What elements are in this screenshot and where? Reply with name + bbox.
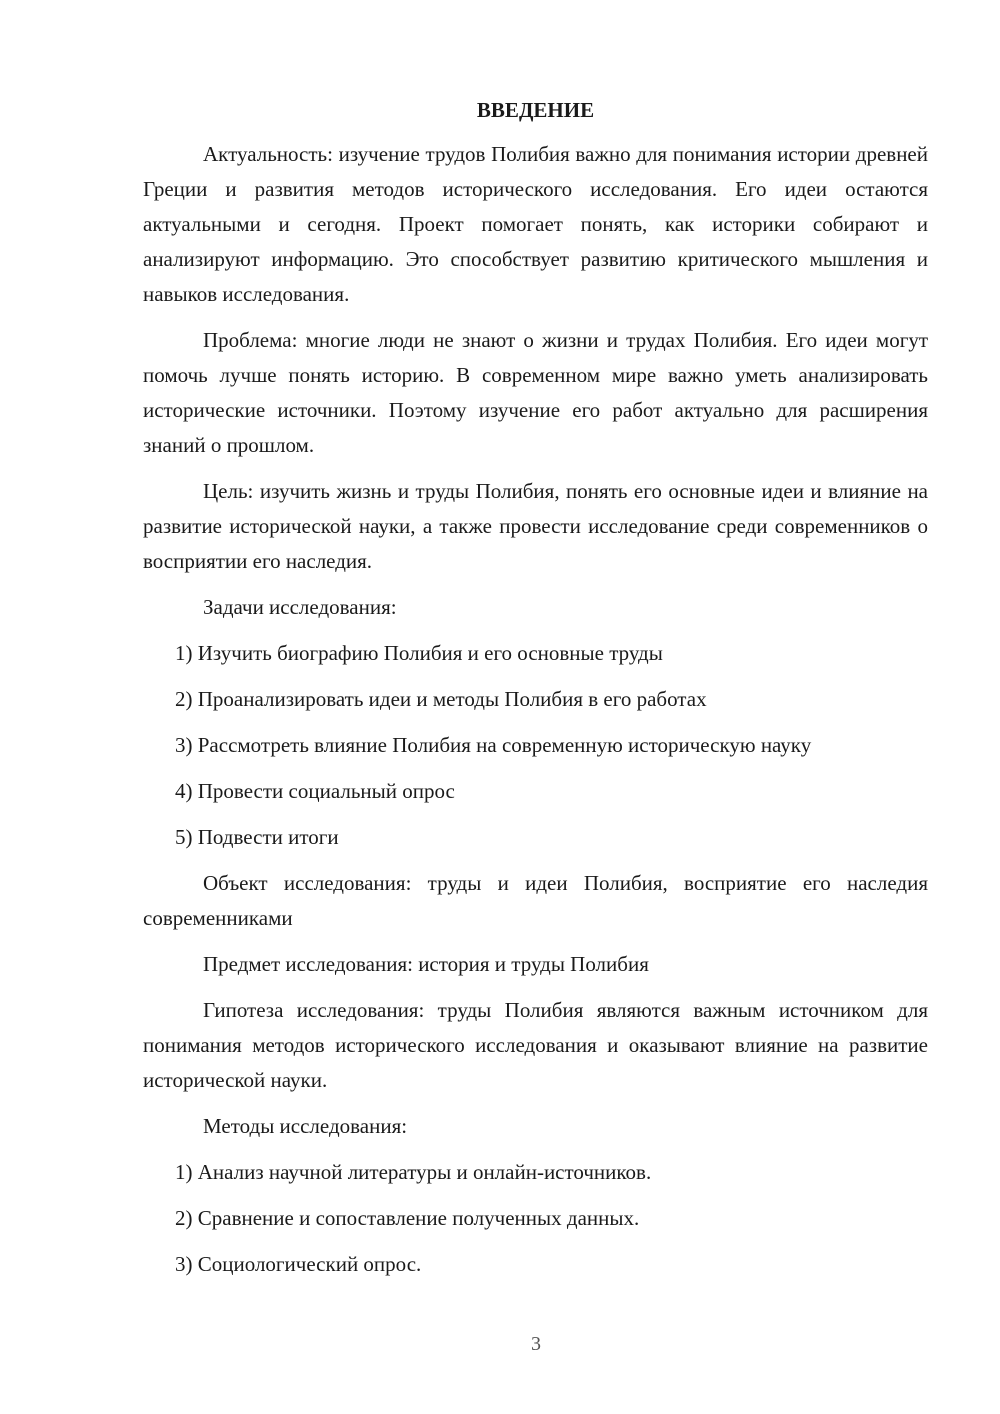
method-item: 1) Анализ научной литературы и онлайн-источников. xyxy=(175,1160,652,1184)
page-number: 3 xyxy=(531,1333,541,1355)
problem-paragraph: Проблема: многие люди не знают о жизни и трудах Полибия. Его идеи могут помочь лучше понять историю. В современном мире важно уметь анализировать исторические источники. Поэтому изучение его работ актуально для расширения знаний о прошлом. xyxy=(143,328,928,457)
goal-paragraph: Цель: изучить жизнь и труды Полибия, понять его основные идеи и влияние на развитие исторической науки, а также провести исследование среди современников о восприятии его наследия. xyxy=(143,479,928,573)
method-item: 2) Сравнение и сопоставление полученных данных. xyxy=(175,1206,640,1230)
task-item: 1) Изучить биографию Полибия и его основные труды xyxy=(175,641,663,665)
task-item: 3) Рассмотреть влияние Полибия на современную историческую науку xyxy=(175,733,812,757)
relevance-paragraph: Актуальность: изучение трудов Полибия важно для понимания истории древней Греции и развития методов исторического исследования. Его идеи остаются актуальными и сегодня. Проект помогает понять, как историки собирают и анализируют информацию. Это способствует развитию критического мышления и навыков исследования. xyxy=(143,142,928,306)
tasks-heading: Задачи исследования: xyxy=(203,595,397,619)
object-paragraph: Объект исследования: труды и идеи Полибия, восприятие его наследия современниками xyxy=(143,871,928,930)
hypothesis-paragraph: Гипотеза исследования: труды Полибия являются важным источником для понимания методов исторического исследования и оказывают влияние на развитие исторической науки. xyxy=(143,998,928,1092)
method-item: 3) Социологический опрос. xyxy=(175,1252,422,1276)
document-page xyxy=(143,92,928,1293)
task-item: 2) Проанализировать идеи и методы Полибия в его работах xyxy=(175,687,707,711)
subject-paragraph: Предмет исследования: история и труды Полибия xyxy=(203,952,649,976)
task-item: 5) Подвести итоги xyxy=(175,825,339,849)
methods-heading: Методы исследования: xyxy=(203,1114,408,1138)
page-title: ВВЕДЕНИЕ xyxy=(476,98,595,122)
task-item: 4) Провести социальный опрос xyxy=(175,779,455,803)
